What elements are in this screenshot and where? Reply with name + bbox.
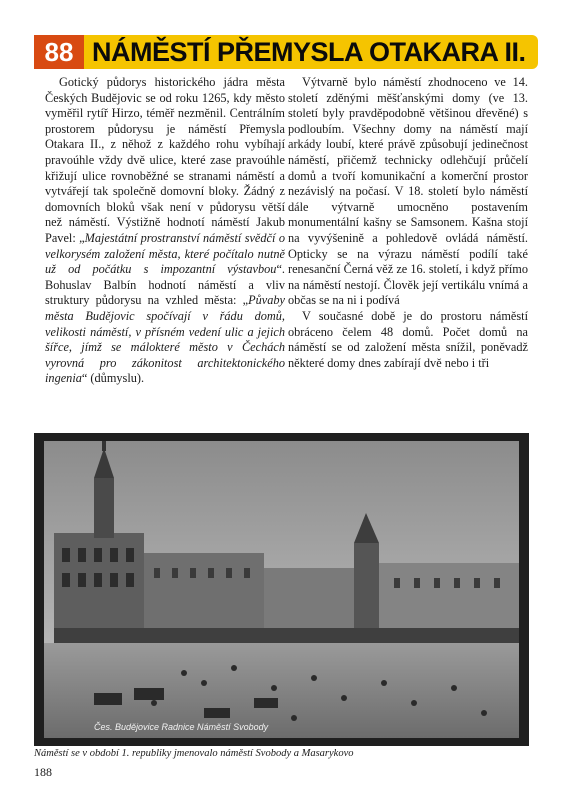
chapter-title: NÁMĚSTÍ PŘEMYSLA OTAKARA II. (92, 37, 526, 67)
paragraph: Výtvarně bylo náměstí zhodnoceno ve 14. století zděnými měšťanskými domy (ve 13. století byly pravděpodobně většinou dřevěné) s podloubím. Všechny domy na náměstí mají arkády loubí, které právě způsobují jedinečnost náměstí, přičemž technicky odlehčují průčelí domů a tvoří komunikační a komerční prostor nezávislý na počasí. V 18. století bylo náměstí dále výtvarně umocněno postavením monumentální kašny se Samsonem. Kašna stojí na vyvýšenině a pohledově ovládá náměstí. Opticky se na výrazu náměstí podílí také renesanční Černá věž ze 16. století, i když přímo na náměstí nestojí. Člověk její vertikálu vnímá a občas se na ni i podívá (288, 75, 528, 308)
text-column-left (45, 75, 285, 387)
photo-illustration (34, 433, 529, 746)
paragraph: V současné době je do prostoru náměstí obráceno čelem 48 domů. Počet domů na náměstí se od založení města snížil, poněvadž některé domy dnes zabírají dvě nebo i tři (288, 308, 528, 370)
photo-caption: Náměstí se v období 1. republiky jmenovalo náměstí Svobody a Masarykovo (34, 748, 354, 759)
page-number: 188 (34, 765, 52, 779)
text-run: “ (důmyslu). (81, 371, 145, 386)
paragraph (45, 75, 285, 387)
text-run: “. Bohuslav Balbín hodnotí náměstí a vliv struktury půdorysu na vzhled města: „ (45, 262, 285, 308)
quote-pavel: Majestátní prostranství náměstí svědčí o velkorysém založení města, které počítalo nutně už od počátku s impozantní výstavbou (45, 230, 285, 277)
quote-balbin: Půvaby města Budějovic spočívají v řádu domů, velikosti náměstí, v přísném vedení ulic a jejich šířce, jímž se málokteré město v Čechách vyrovná pro zákonitost architektonického ingenia (45, 293, 285, 386)
historic-square-photo (34, 433, 529, 746)
chapter-number-badge: 88 (34, 35, 84, 69)
text-column-right (288, 75, 528, 371)
photo-label: Čes. Budějovice Radnice Náměstí Svobody (94, 722, 269, 732)
text-run: Gotický půdorys historického jádra města Českých Budějovic se od roku 1265, kdy město vyměřil rytíř Hirzo, téměř nezměnil. Centrálním prostorem půdorysu je náměstí Přemysla Otakara II., z něhož z každého rohu vybíhají pravoúhle vždy dvě ulice, které zase pravoúhle křižují ulice rovnoběžné se stranami náměstí a vytvářejí tak společně domovní bloky. Žádný z domovních bloků však není v půdorysu větší než náměstí. Výstižně hodnotí náměstí Jakub Pavel: „ (45, 75, 285, 245)
